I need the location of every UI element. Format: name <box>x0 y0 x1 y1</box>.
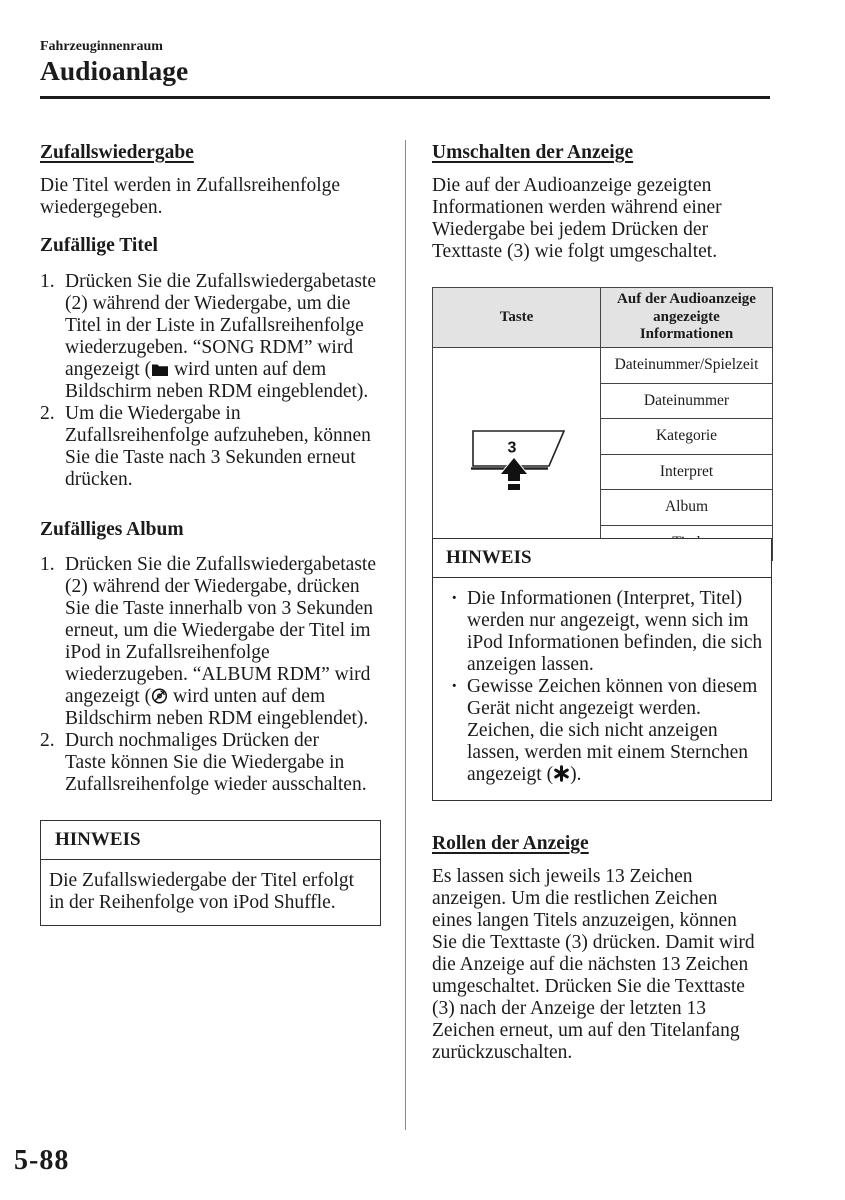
display-switch-text: Die auf der Audioanzeige gezeigten Informationen werden während einer Wiedergabe bei jedem Drücken der Texttaste (3) wie folgt umgeschaltet. <box>432 175 722 262</box>
bullet-text: Die Informationen (Interpret, Titel) werden nur angezeigt, wenn sich im iPod Informationen befinden, die sich anzeigen lassen. <box>467 588 763 675</box>
table-cell-info: Dateinummer <box>601 383 773 419</box>
disc-icon <box>151 688 168 704</box>
table-cell-info: Kategorie <box>601 419 773 455</box>
step-text: Durch nochmaliges Drücken der Taste können Sie die Wiedergabe in Zufallsreihenfolge wieder ausschalten. <box>65 730 367 795</box>
column-divider <box>405 140 406 1130</box>
bullet-text-part: ). <box>570 764 582 785</box>
display-info-table <box>432 287 773 561</box>
section-label: Fahrzeuginnenraum <box>40 39 163 54</box>
note-bullet <box>451 676 771 786</box>
random-album-steps <box>40 554 376 796</box>
step-number: 2. <box>40 403 55 424</box>
step-text <box>65 554 376 730</box>
step-number: 1. <box>40 271 55 292</box>
note-box-display <box>432 538 772 801</box>
heading-display-switch: Umschalten der Anzeige <box>432 142 634 163</box>
step-text: Um die Wiedergabe in Zufallsreihenfolge aufzuheben, können Sie die Taste nach 3 Sekunden erneut drücken. <box>65 403 371 490</box>
table-cell-info: Dateinummer/Spielzeit <box>601 348 773 384</box>
step-text-part: Drücken Sie die Zufallswiedergabetaste (2) während der Wiedergabe, drücken Sie die Taste innerhalb von 3 Sekunden erneut, um die Wiedergabe der Titel im iPod in Zufallsreihenfolge wiederzugeben. “ALBUM RDM” wird angezeigt ( <box>65 554 376 707</box>
text-key-illustration <box>433 348 601 561</box>
text-key-graphic <box>434 384 600 524</box>
list-item <box>40 403 376 491</box>
random-titles-steps <box>40 271 376 491</box>
bullet-marker <box>451 676 467 786</box>
table-row <box>433 348 773 384</box>
table-header-key: Taste <box>433 288 601 348</box>
title-rule <box>40 96 770 99</box>
scroll-display-text: Es lassen sich jeweils 13 Zeichen anzeigen. Um die restlichen Zeichen eines langen Titels anzuzeigen, können Sie die Texttaste (3) drücken. Damit wird die Anzeige auf die nächsten 13 Zeichen umgeschaltet. Drücken Sie die Texttaste (3) nach der Anzeige der letzten 13 Zeichen erneut, um auf den Titelanfang zurückzuschalten. <box>432 866 755 1063</box>
random-play-intro: Die Titel werden in Zufallsreihenfolge wiedergegeben. <box>40 175 341 218</box>
list-item <box>40 730 376 796</box>
asterisk-icon <box>553 765 570 782</box>
heading-random-album: Zufälliges Album <box>40 519 184 540</box>
note-heading: HINWEIS <box>433 539 771 578</box>
page-number: 5-88 <box>14 1145 70 1176</box>
bullet-marker <box>451 588 467 676</box>
heading-scroll-display: Rollen der Anzeige <box>432 833 589 854</box>
bullet-text-part: Gewisse Zeichen können von diesem Gerät nicht angezeigt werden. Zeichen, die sich nicht anzeigen lassen, werden mit einem Sternchen angezeigt ( <box>467 676 758 785</box>
text-key-button <box>473 431 564 466</box>
text-key-label: 3 <box>507 439 516 457</box>
heading-random-play: Zufallswiedergabe <box>40 142 194 163</box>
page-title: Audioanlage <box>40 55 189 86</box>
step-text-part: wird unten auf dem Bildschirm neben RDM eingeblendet). <box>65 359 369 402</box>
list-item <box>40 271 376 403</box>
table-cell-info: Album <box>601 490 773 526</box>
step-number: 1. <box>40 554 55 575</box>
note-text: Die Zufallswiedergabe der Titel erfolgt in der Reihenfolge von iPod Shuffle. <box>49 870 355 913</box>
table-cell-info: Interpret <box>601 454 773 490</box>
table-header-row <box>433 288 773 348</box>
step-text-part: wird unten auf dem Bildschirm neben RDM eingeblendet). <box>65 686 369 729</box>
note-bullet <box>451 588 771 676</box>
note-heading: HINWEIS <box>41 821 380 860</box>
note-bullets <box>433 578 771 786</box>
list-item <box>40 554 376 730</box>
table-header-info: Auf der Audioanzeige angezeigte Informationen <box>601 288 773 348</box>
bullet-text <box>467 676 757 786</box>
note-box-shuffle <box>40 820 381 926</box>
heading-random-titles: Zufällige Titel <box>40 235 158 256</box>
step-number: 2. <box>40 730 55 751</box>
step-text-part: Drücken Sie die Zufallswiedergabetaste (2) während der Wiedergabe, um die Titel in der Liste in Zufallsreihenfolge wiederzugeben. “SONG RDM” wird angezeigt ( <box>65 271 376 380</box>
folder-icon <box>151 362 169 377</box>
step-text <box>65 271 376 403</box>
